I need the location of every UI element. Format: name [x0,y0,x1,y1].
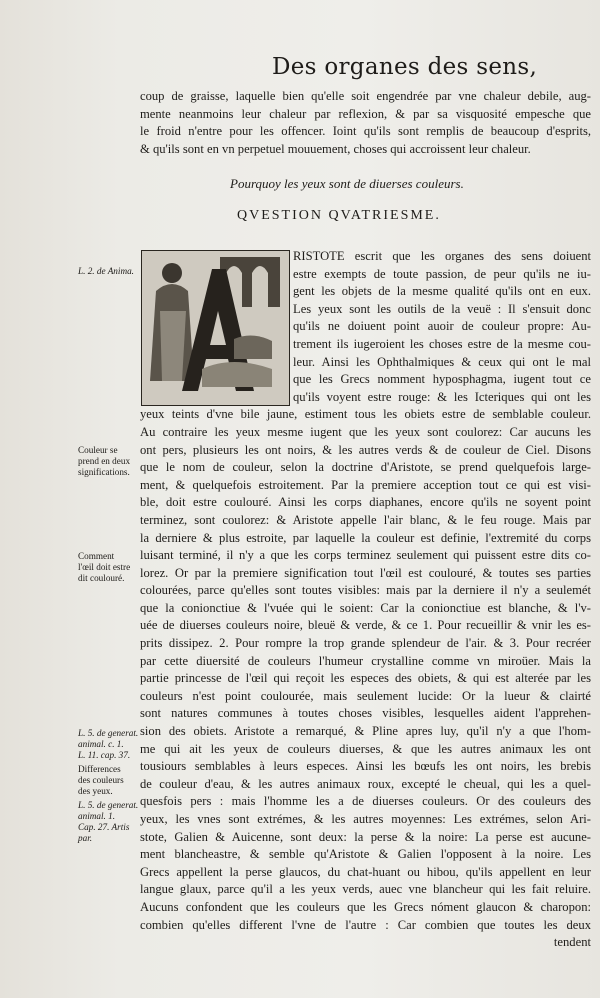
text-line: que les Grecs nomment hyposphagma, iugent tout ce [293,372,591,387]
text-line: trement ils iugeroient les choses estre de la mesme cou- [293,336,591,351]
margin-note-line: Cap. 27. Artis [78,822,130,832]
text-line: Au contraire les yeux mesme iugent que les yeux sont coulorez: Car aucuns les [140,424,591,439]
text-line: terminez, sont coulorez: & Aristote appelle l'air blanc, & le feu rouge. Mais par [140,512,591,527]
margin-note-line: par. [78,833,93,843]
text-line: ment, & quelquefois estroitement. Par la premiere acception tout ce qui est visi- [140,477,591,492]
margin-note-line: l'œil doit estre [78,562,131,572]
text-line: qu'ils voyent estre rouge: & les Icteriques qui ont les [293,389,591,404]
margin-note-line: Couleur se [78,445,118,455]
main-paragraph [140,248,591,952]
margin-note-line: L. 5. de generat. [78,728,139,738]
text-line: de couleur d'eau, & les autres animaux roux, excepté le cheual, qui les a quel- [140,776,591,791]
text-line: me qui ait les yeux de couleurs diuerses, & que les autres animaux les ont [140,741,591,756]
margin-note-line: animal. c. 1. [78,739,124,749]
margin-note-line: des yeux. [78,786,113,796]
text-line: ont pers, plusieurs les ont noirs, & les autres verds & de couleur de Ciel. Disons [140,442,591,457]
text-line: par cette diuersité de couleurs l'humeur crystalline comme vn miroüer. Mais la [140,653,591,668]
margin-note-line: animal. 1. [78,811,116,821]
text-line: partie princesse de l'œil qui reçoit les especes des obiets, & qui est alterée par les [140,671,591,686]
margin-note-line: significations. [78,467,130,477]
text-line: prits dissipez. 2. Pour rompre la trop grande splendeur de l'air. & 3. Pour recréer [140,636,591,651]
margin-note-generat-1 [78,728,146,761]
text-line: leur. Ainsi les Ophthalmiques & ceux qui ont le mal [293,354,591,369]
chapter-subtitle: Pourquoy les yeux sont de diuerses couleurs. [230,176,464,191]
margin-note-line: prend en deux [78,456,131,466]
margin-note-line: des couleurs [78,775,124,785]
margin-note-line: dit coulouré. [78,573,125,583]
text-line: Les yeux sont les outils de la veuë : Il s'ensuit donc [293,301,591,316]
margin-note-anima [78,266,146,277]
text-line: yeux teints d'vne bile jaune, estiment tous les obiets estre de semblable couleur. [140,407,591,422]
margin-note-differences [78,764,146,797]
text-line: Grecs appellent la perse glaucos, du chat-huant ou hibou, qu'ils appellent en leur [140,864,591,879]
catchword: tendent [553,935,591,950]
text-line: sion des obiets. Aristote a remarqué, & Pline apres luy, qu'il n'y a que l'hom- [140,724,591,739]
margin-note-line: Differences [78,764,121,774]
text-line: estre exempts de toute passion, de peur qu'ils ne iu- [293,266,591,281]
full-width-lines [140,406,591,951]
text-line: langue glaux, parce qu'il a les yeux verds, auec vne blancheur qui les fait reluire. [140,882,591,897]
margin-note-line: L. 5. de generat. [78,800,139,810]
text-line: coup de graisse, laquelle bien qu'elle soit engendrée par vne chaleur debile, aug- [140,89,591,103]
text-line: ment blancheastre, & semble qu'Aristote & Galien l'opposent à la noire. Les [140,847,591,862]
text-line: combien qu'elles different l'vne de l'autre : Car combien que toutes les deux [140,917,591,932]
text-line: lorez. Or par la premiere signification tout l'œil est coulouré, & toutes ses parties [140,565,591,580]
question-heading: QVESTION QVATRIESME. [237,208,441,223]
margin-note-line: Comment [78,551,115,561]
margin-note-line: L. 11. cap. 37. [78,750,131,760]
indented-lines [140,248,591,406]
text-line: la derniere & plus estroite, par laquelle la couleur est definie, l'extremité du corps [140,530,591,545]
text-line: que le nom de couleur, selon la doctrine d'Aristote, se prend quelquefois large- [140,460,591,475]
text-line: mente neanmoins leur chaleur par reflexion, & par sa visquosité empesche que [140,106,591,121]
margin-note-line: L. 2. de Anima. [78,266,134,276]
text-line: le froid n'entre pour les offencer. Ioint qu'ils sont remplis de beaucoup d'esprits, [140,124,591,139]
text-line: tousiours semblables à leurs especes. Ainsi les bœufs les ont noirs, les brebis [140,759,591,774]
text-line: quesfois pers : mais l'homme les a de diuerses couleurs. Or des couleurs des [140,794,591,809]
text-line: uée de diuerses couleurs noire, bleuë & verde, & ce 1. Pour recueillir & vnir les es- [140,618,591,633]
text-line: RISTOTE escrit que les organes des sens doiuent [293,249,591,263]
text-line: & qu'ils sont en vn perpetuel mouuement, choses qui accroissent leur chaleur. [140,141,531,156]
text-line: qu'ils ne doiuent point auoir de couleur propre: Au- [293,319,591,334]
text-line: stote, Galien & Auicenne, sont deux: la perse & la noire: La perse est aucune- [140,829,591,844]
text-line: gent les objets de la mesme qualité qu'ils ont en eux. [293,284,591,299]
text-line: luisant terminé, il n'y a que les corps terminez seulement qui puissent estre dits co- [140,548,591,563]
text-line: que la conionctiue & l'vuée qui le soient: Car la conionctiue est blanche, & l'v- [140,600,591,615]
text-line: sont natures communes à toutes choses visibles, lesquelles aident l'apprehen- [140,706,591,721]
text-line: couleurs n'est point coulourée, mais seulement lucide: Or la lueur & clairté [140,688,591,703]
running-head: Des organes des sens, [272,54,538,80]
margin-note-generat-2 [78,800,146,844]
margin-note-comment [78,551,146,584]
opening-paragraph [140,88,591,158]
text-line: ble, doit estre coulouré. Ainsi les corps diaphanes, encore qu'ils ne soyent point [140,495,591,510]
text-line: yeux, les vnes sont extrémes, & les autres moyennes: Les extrémes, selon Ari- [140,812,591,826]
text-line: colourées, parce qu'elles sont toutes visibles: mais par la derniere il n'y a seulemét [140,583,591,598]
margin-note-couleur [78,445,146,478]
text-line: Aucuns confondent que les couleurs que les Grecs nóment glaucon & charopon: [140,899,591,914]
